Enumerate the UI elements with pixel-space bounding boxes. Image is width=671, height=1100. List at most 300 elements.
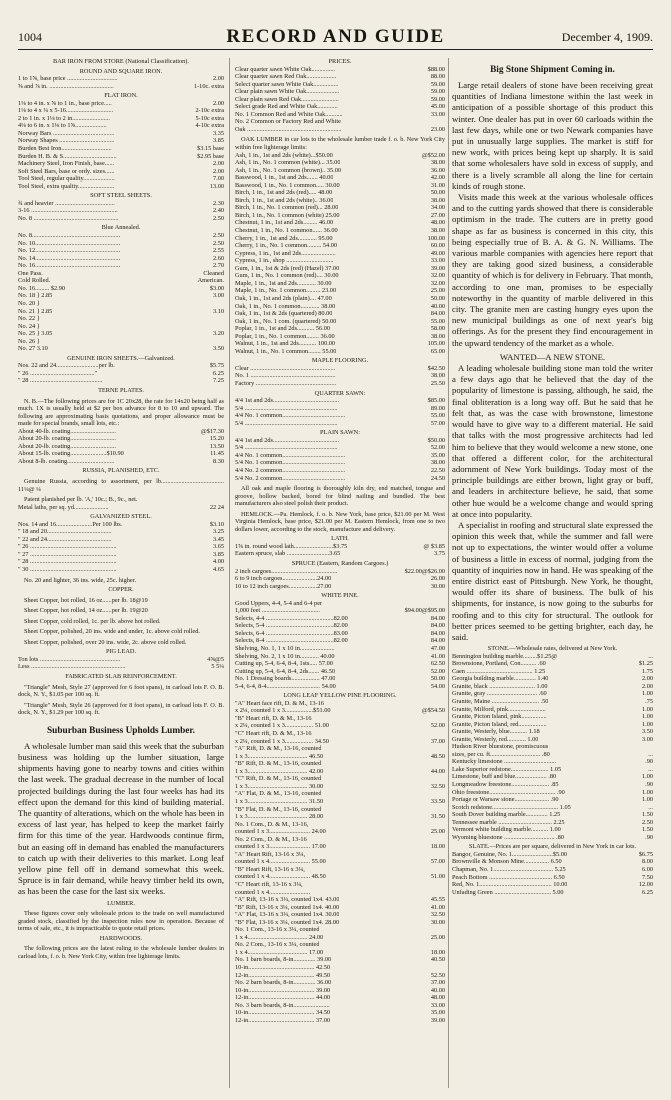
price-row	[235, 768, 445, 776]
price-item-label: Peach Bottom ........................................ 6.50	[452, 873, 565, 881]
price-row	[452, 698, 653, 706]
price-item-label: 1 x 3...................................... 31.50	[235, 797, 324, 805]
price-row	[235, 272, 445, 280]
price-value: $1.25	[638, 660, 653, 668]
price-value: 59.00	[430, 80, 445, 88]
price-row	[235, 111, 445, 119]
price-value: 40.50	[430, 956, 445, 964]
price-value: 51.00	[430, 873, 445, 881]
price-value: 100.00	[427, 234, 445, 242]
price-row	[18, 145, 224, 153]
price-item-label: " 22 and 24.........................................	[18, 535, 112, 543]
price-value: 3.45	[212, 535, 224, 543]
column-rule-2	[448, 58, 449, 1088]
price-value: 2.40	[212, 207, 224, 215]
price-value: 30.00	[430, 918, 445, 926]
article-paragraph: Large retail dealers of stone have been receiving great quantities of Indiana limestone within the last week in anticipation of a possible shortage of this product this winter. One dealer has put in over 60 carloads within the last few days, while one or two Newark companies have put in unusually large supplies. The market is stiff for new work, with prices being kept up sharply. It is said that some wholesalers have sold in excess of supply, and there is a lively scramble all along the line for certain kinds of rough stone.	[452, 80, 653, 191]
price-item-label: 1,000 feet .....................................	[235, 607, 320, 615]
price-item-label: Ash, 1 in., No. 1 common (brown).. 35.00	[235, 166, 341, 174]
price-value	[442, 775, 445, 783]
price-value: 65.00	[430, 347, 445, 355]
price-value: 5 5¼	[211, 663, 224, 671]
price-item-label: Red, No. 1.............................................. 10.00	[452, 881, 568, 889]
article-paragraph: A specialist in roofing and structural slate expressed the opinion this week that, while the summer and fall were not up to expectations, the winter would offer a volume of business a little in excess of normal, judging from the quantity of inquiries now in hand. He was speaking of the entire district east of Pittsburgh. New York, he thought, would offer its share of business. The bulk of his shipments, for instance, is now going to the suburbs for roofing and to this city for structural. The outlook for better prices seemed to be getting brighter, each day, he said.	[452, 519, 653, 642]
section-heading: COPPER.	[108, 586, 134, 594]
price-value: 30.00	[430, 582, 445, 590]
price-value: 52.00	[430, 444, 445, 452]
price-row	[18, 175, 224, 183]
price-item-label: Burden Best Iron................................	[18, 145, 112, 153]
section-heading: SOFT STEEL SHEETS.	[90, 192, 152, 200]
price-value: 41.00	[430, 903, 445, 911]
price-item-label: Ash, 1 in., 1st and 2ds (white)...$50.00	[235, 151, 333, 159]
note-paragraph: HEMLOCK.—Pa. Hemlock, f. o. b. New York, base price, $21.00 per M. West Virginia Hemlock, base price, $21.00 per M. Eastern Hemlock, from one to two dollars lower, according to the stock, manufacture and delivery.	[235, 510, 445, 533]
price-value: 25.00	[430, 933, 445, 941]
price-value: $2.95 base	[197, 152, 224, 160]
price-row	[235, 994, 445, 1002]
price-value: 62.50	[430, 660, 445, 668]
price-item-label: No. 26 }	[18, 337, 40, 345]
price-value: 84.00	[430, 637, 445, 645]
price-row	[235, 310, 445, 318]
price-item-label: Clear ......................................................	[235, 364, 336, 372]
price-value: 2.00	[641, 682, 653, 690]
note-paragraph: Patent planished per lb. 'A,' 10c.; B., 9c., net.	[24, 496, 138, 504]
price-row	[18, 285, 224, 293]
price-value: 32.00	[430, 279, 445, 287]
section-heading: ROUND AND SQUARE IRON.	[79, 67, 163, 75]
price-item-label: Oak, 1 in., No. 1 com. (quartered) 50.00	[235, 317, 337, 325]
price-value: ...	[648, 803, 653, 811]
price-item-label: 5-4, 6-4, 8-4.................................. 54.00	[235, 682, 336, 690]
price-row	[18, 168, 224, 176]
price-item-label: Clear plain sawn White Oak.....................	[235, 88, 340, 96]
price-value: 1.50	[641, 826, 653, 834]
price-row	[235, 858, 445, 866]
price-row	[18, 122, 224, 130]
price-value: 22.50	[430, 466, 445, 474]
price-value: 4⅝@5	[207, 655, 224, 663]
price-row	[18, 504, 224, 512]
price-row	[235, 722, 445, 730]
price-value: 3.85	[212, 137, 224, 145]
price-row	[235, 66, 445, 74]
price-item-label: About 8-lb. coating..............................	[18, 457, 115, 465]
price-row	[235, 911, 445, 919]
price-item-label: Metal laths, per sq. yd......................	[18, 503, 109, 511]
price-value: 4-10c extra	[195, 122, 224, 130]
note-paragraph: Sheet Copper, polished, over 20 ins. wide, 2c. above cold rolled.	[24, 638, 187, 646]
note-paragraph: Sheet Copper, hot rolled, 14 oz......per lb. 19@20	[24, 607, 148, 615]
price-item-label: 4/4 1st and 2ds..........................................	[235, 436, 340, 444]
price-value: $22.00@$26.00	[404, 567, 445, 575]
price-item-label: " 27 .......................................................	[18, 550, 117, 558]
price-row	[18, 83, 224, 91]
price-value: 59.00	[430, 88, 445, 96]
price-item-label: counted 1 x 4.......................... 55.00	[235, 858, 326, 866]
section-heading: PRICES.	[328, 58, 352, 65]
price-value: 84.00	[430, 629, 445, 637]
price-item-label: Scotch redstone.......................................... 1.05	[452, 803, 571, 811]
price-value: 26.00	[430, 575, 445, 583]
price-value: 2.60	[212, 254, 224, 262]
price-item-label: No. 2 Com., D. & M., 13-16	[235, 835, 307, 843]
price-value: American.	[197, 277, 224, 285]
price-item-label: Less ............................................................	[18, 663, 126, 671]
note-paragraph: N. B.—The following prices are for 1C 20x28, the rate for 14x20 being half as much. 1X is usually held at $2 per box advance for 8 to 10 and upward. The following are approximating basis quotations, and proper allowance must be made for special brands, small lots, etc.:	[18, 397, 224, 428]
price-value: 1.00	[641, 788, 653, 796]
price-item-label: Walnut, 1 in., 1st and 2ds........... 100.00	[235, 340, 336, 348]
price-item-label: Granite, Westerly, red............ 1.00	[452, 735, 539, 743]
price-item-label: No. 3 barn boards, 8-in.......................	[235, 1001, 330, 1009]
price-value: 84.00	[430, 310, 445, 318]
price-item-label: Bennington building marble.........$1.25@	[452, 652, 558, 660]
note-paragraph: "Triangle" Mesh, Style 26 (approved for 8 foot spans), in carload lots F. O. B. dock, N. Y., $1.29 per 100 sq. ft.	[18, 701, 224, 717]
price-value: 3.50	[641, 728, 653, 736]
price-value: 2.00	[212, 167, 224, 175]
price-item-label: Eastern spruce, slab ...........................3.65	[235, 550, 341, 558]
price-value: 3.00	[212, 292, 224, 300]
price-item-label: Cutting up, 5-4, 6-4, 8-4, 2ds....... 46.50	[235, 667, 336, 675]
price-row	[235, 380, 445, 388]
price-row	[18, 663, 224, 671]
price-row	[235, 715, 445, 723]
price-row	[18, 370, 224, 378]
price-item-label: No. 16......... $2.90	[18, 284, 66, 292]
section-heading: SPRUCE (Eastern, Random Cargoes.)	[291, 560, 389, 567]
section-heading: GENUINE IRON SHEETS.—Galvanized.	[67, 354, 175, 362]
price-row	[235, 972, 445, 980]
price-row	[235, 235, 445, 243]
price-value: $3.00	[209, 284, 224, 292]
price-row	[235, 668, 445, 676]
price-value: 25.00	[430, 287, 445, 295]
price-value: 1.00	[641, 720, 653, 728]
price-row	[18, 521, 224, 529]
price-item-label: Granite, black ............................. 1.00	[452, 682, 548, 690]
price-value: ...	[648, 750, 653, 758]
price-item-label: About 20-lb. coating.............................	[18, 435, 116, 443]
price-row	[18, 528, 224, 536]
price-item-label: Clear quarter sawn White Oak...............	[235, 65, 336, 73]
price-item-label: 1 to 1⅝, base price ................................	[18, 75, 118, 83]
price-item-label: Cherry, 1 in., No. 1 common......... 54.00	[235, 242, 338, 250]
price-item-label: Burden H. B. & S..................................	[18, 152, 117, 160]
price-item-label: Shelving, No. 1, 1 x 10 in......................	[235, 645, 335, 653]
price-value: 2.00	[212, 160, 224, 168]
price-item-label: 10-in.......................................... 34.50	[235, 1009, 331, 1017]
price-value: 37.00	[430, 979, 445, 987]
price-row	[235, 159, 445, 167]
price-item-label: Granite, Westerly, blue........... 1.18	[452, 728, 540, 736]
price-value: Cleaned	[203, 269, 224, 277]
price-row	[235, 934, 445, 942]
price-row	[452, 713, 653, 721]
note-paragraph: The following prices are the latest ruling to the wholesale lumber dealers in carload lots, f. o. b. New York City, within free lighterage limits.	[18, 945, 224, 960]
price-item-label: Ton lots ...................................................	[18, 655, 121, 663]
price-value: 50.00	[430, 675, 445, 683]
price-item-label: Chestnut, 1 in., No. 1 common...... 36.00	[235, 227, 338, 235]
price-value: 1-10c. extra	[193, 82, 224, 90]
section-heading: MAPLE FLOORING.	[311, 357, 369, 365]
price-row	[235, 873, 445, 881]
price-item-label: Poplar, 1 in., No. 1 common........ 36.00	[235, 332, 335, 340]
price-item-label: South Dover building marble.............. 1.25	[452, 811, 561, 819]
column-rule-1	[229, 58, 230, 1088]
price-item-label: About 40-lb. coating.............................	[18, 427, 116, 435]
price-row	[235, 675, 445, 683]
price-value	[442, 926, 445, 934]
price-item-label: 5/4 No. 1 common........................................	[235, 459, 346, 467]
price-value: .90	[645, 833, 653, 841]
price-item-label: Nos. 14 and 16.......................Per 100 lbs.	[18, 520, 123, 528]
price-item-label: 4/4 No. 1 common........................................	[235, 451, 346, 459]
price-item-label: Oak, 1 in., 1st & 2ds (quartered) 80.00	[235, 310, 333, 318]
price-row	[18, 130, 224, 138]
price-row	[235, 325, 445, 333]
price-row	[235, 280, 445, 288]
price-value: 2.50	[212, 239, 224, 247]
price-item-label: counted 1 x 3.......................... 17.00	[235, 843, 326, 851]
price-item-label: "A" Rift, 13-16 x 3¼, counted 1x4. 43.00	[235, 896, 340, 904]
price-row	[235, 637, 445, 645]
price-row	[452, 874, 653, 882]
price-item-label: counted 1 x 4..........................	[235, 888, 311, 896]
price-value	[442, 760, 445, 768]
price-row	[452, 789, 653, 797]
price-item-label: Oak, 1 in., No. 1 common............ 38.00	[235, 302, 336, 310]
price-value: 1.00	[641, 713, 653, 721]
note-paragraph: All oak and maple flooring is thoroughly kiln dry, end matched, tongue and groove, hollow backed, bored for blind nailing and bundled. The best manufacturers also steel polish their product.	[235, 485, 445, 508]
price-value: 3.75	[433, 550, 445, 558]
price-row	[235, 467, 445, 475]
price-item-label: Soft Steel Bars, base or ordy. sizes......	[18, 167, 115, 175]
price-item-label: Shelving, No. 2, 1 x 10 in............ 40.00	[235, 652, 335, 660]
price-row	[18, 458, 224, 466]
price-item-label: 10-in.......................................... 42.50	[235, 963, 331, 971]
price-value: 8.00	[641, 858, 653, 866]
price-row	[235, 866, 445, 874]
price-row	[18, 428, 224, 436]
price-item-label: Granite, Milford, pink........................	[452, 705, 546, 713]
price-item-label: 5/4 ...........................................................	[235, 404, 338, 412]
price-item-label: No. 1 Dressing boards.................. 47.00	[235, 675, 336, 683]
price-value: 33.00	[430, 1001, 445, 1009]
price-row	[18, 75, 224, 83]
price-value: @$54.50	[421, 707, 445, 715]
price-item-label: Select grade Red and White Oak.............	[235, 103, 338, 111]
price-row	[235, 941, 445, 949]
price-value: 55.00	[430, 317, 445, 325]
price-value: 2.55	[212, 247, 224, 255]
price-row	[235, 219, 445, 227]
price-row	[235, 583, 445, 591]
price-value: 84.00	[430, 622, 445, 630]
section-heading: GALVANIZED STEEL.	[90, 513, 152, 521]
price-row	[18, 207, 224, 215]
price-row	[18, 308, 224, 316]
price-row	[452, 811, 653, 819]
price-row	[235, 118, 445, 126]
price-item-label: No. 12......................................................	[18, 247, 121, 255]
price-value: 44.00	[430, 767, 445, 775]
price-value: $5.75	[209, 362, 224, 370]
price-row	[235, 956, 445, 964]
price-item-label: counted 1 x 4.......................... 48.50	[235, 873, 326, 881]
price-item-label: No. 1 Com., 13-16 x 3¼, counted	[235, 926, 320, 934]
section-heading: BAR IRON FROM STORE (National Classification).	[53, 58, 189, 65]
publication-title: RECORD AND GUIDE	[226, 26, 445, 47]
price-row	[452, 660, 653, 668]
price-value: 50.00	[430, 294, 445, 302]
price-row	[18, 551, 224, 559]
price-value: 1.00	[641, 796, 653, 804]
price-item-label: "B" Heart rift, D. & M., 13-16	[235, 714, 312, 722]
price-value: @ $3.85	[423, 542, 445, 550]
price-item-label: sizes, per cu. ft................................ .80	[452, 750, 550, 758]
price-item-label: " 26 ........................................."	[18, 369, 98, 377]
price-item-label: Unfading Green .................................... 5.00	[452, 888, 564, 896]
price-value	[442, 836, 445, 844]
price-value: 105.00	[427, 340, 445, 348]
price-item-label: Lake Superior redstone........................ 1.05	[452, 765, 562, 773]
price-row	[452, 766, 653, 774]
price-row	[18, 300, 224, 308]
price-item-label: No. 14......................................................	[18, 254, 121, 262]
price-value	[442, 600, 445, 608]
price-row	[235, 851, 445, 859]
price-value: 55.00	[430, 412, 445, 420]
price-row	[235, 600, 445, 608]
price-row	[235, 242, 445, 250]
price-item-label: Cutting up, 5-4, 6-4, 8-4, 1sts..... 57.00	[235, 660, 333, 668]
price-item-label: Clear quarter sawn Red Oak...................	[235, 73, 337, 81]
price-row	[18, 536, 224, 544]
section-heading: TERNE PLATES.	[98, 386, 144, 394]
price-item-label: Georgia building marble.............. 1.40	[452, 675, 549, 683]
price-row	[18, 566, 224, 574]
price-row	[452, 728, 653, 736]
price-value: 33.50	[430, 797, 445, 805]
price-row	[235, 700, 445, 708]
price-row	[235, 896, 445, 904]
price-item-label: No. 8........................................................	[18, 232, 121, 240]
price-row	[18, 137, 224, 145]
price-row	[235, 828, 445, 836]
price-value: 50.00	[430, 189, 445, 197]
price-row	[235, 745, 445, 753]
price-row	[235, 707, 445, 715]
price-row	[235, 783, 445, 791]
price-row	[235, 81, 445, 89]
price-value: 36.00	[430, 166, 445, 174]
price-value: 41.00	[430, 652, 445, 660]
price-row	[235, 738, 445, 746]
price-value: 47.00	[430, 645, 445, 653]
price-value	[221, 315, 224, 323]
price-row	[18, 255, 224, 263]
price-item-label: Brownville & Monson Mine................ 6.50	[452, 858, 562, 866]
price-item-label: Factory ...................................................	[235, 379, 337, 387]
price-value: 54.00	[430, 682, 445, 690]
price-row	[235, 126, 445, 134]
price-item-label: 10 to 12 inch cargoes..................27.00	[235, 582, 332, 590]
price-item-label: No. 2 Com., 13-16 x 3¼, counted	[235, 941, 320, 949]
price-row	[452, 881, 653, 889]
price-item-label: 1 x 3...................................... 42.00	[235, 767, 324, 775]
price-item-label: No. 1 barn boards, 8-in.............. 39.00	[235, 956, 332, 964]
price-value: .90	[645, 781, 653, 788]
price-value: 18.00	[430, 948, 445, 956]
page-number: 1004	[18, 30, 42, 44]
price-value: ...	[648, 652, 653, 660]
price-row	[18, 107, 224, 115]
price-value: 3.35	[212, 129, 224, 137]
price-row	[18, 240, 224, 248]
price-row	[235, 295, 445, 303]
price-value: $42.50	[427, 364, 445, 372]
price-value: 52.00	[430, 667, 445, 675]
price-row	[235, 645, 445, 653]
price-item-label: Caen .......................................... 1.25	[452, 667, 546, 675]
price-item-label: Gum, 1 in., 1st & 2ds (red) (Hazel) 37.00	[235, 264, 340, 272]
price-item-label: No. 21 } 2.85	[18, 307, 53, 315]
price-value	[650, 743, 653, 751]
price-item-label: x 2¼, counted 1 x 3.................. 34.50	[235, 737, 329, 745]
price-item-label: 5/4 ...........................................................	[235, 444, 338, 452]
price-item-label: Brownstone, Portland, Con.......... .60	[452, 660, 546, 668]
price-item-label: 4/4 No. 1 common........................................	[235, 412, 346, 420]
note-paragraph: Sheet Copper, hot rolled, 16 oz......per lb. 18@19	[24, 596, 148, 604]
price-item-label: About 20-lb. coating.............................	[18, 442, 116, 450]
price-item-label: Birch, 1 in., No. 1 common (white) 25.00	[235, 211, 340, 219]
price-item-label: Cold Rolled.	[18, 277, 51, 285]
price-row	[235, 615, 445, 623]
price-item-label: About 15-lb. coating.......................$10.90	[18, 450, 124, 458]
price-row	[18, 200, 224, 208]
price-row	[18, 153, 224, 161]
price-item-label: 3-16 .......................................................	[18, 207, 118, 215]
price-item-label: No. 25 } 3.05	[18, 330, 53, 338]
section-heading: WHITE PINE.	[321, 592, 359, 600]
price-value	[221, 323, 224, 331]
price-item-label: Oak, 1 in., 1st and 2ds (plain).... 47.00	[235, 294, 332, 302]
price-value	[442, 821, 445, 829]
price-value: 13.50	[209, 442, 224, 450]
price-value: $94.00@$95.00	[404, 607, 445, 615]
price-value: 38.00	[430, 332, 445, 340]
price-value: 3.65	[212, 543, 224, 551]
column-left	[18, 56, 224, 1096]
price-value: 6.00	[641, 866, 653, 874]
price-row	[235, 405, 445, 413]
price-value: 1.00	[641, 773, 653, 781]
article-headline: Big Stone Shipment Coming in.	[490, 65, 615, 75]
price-value: 42.00	[430, 174, 445, 182]
price-value: 2.30	[212, 199, 224, 207]
price-item-label: Tool Steel, regular quality....................	[18, 175, 115, 183]
price-row	[235, 204, 445, 212]
price-value: 3.20	[212, 330, 224, 338]
price-value: 39.00	[430, 264, 445, 272]
price-item-label: Maple, 1 in., 1st and 2ds............ 30.00	[235, 279, 332, 287]
price-item-label: Chapman, No. 1...................................... 5.25	[452, 866, 566, 874]
price-row	[452, 683, 653, 691]
price-row	[18, 543, 224, 551]
price-value: 13.00	[209, 182, 224, 190]
price-value	[442, 806, 445, 814]
price-item-label: Granite, gray ................................ .60	[452, 690, 547, 698]
